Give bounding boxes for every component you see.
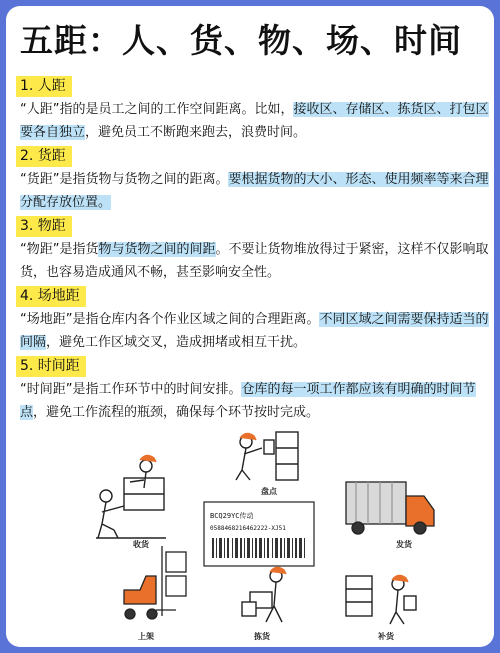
section-items	[16, 214, 494, 284]
section-text	[16, 238, 494, 284]
text-tail: ，避免员工不断跑来跑去，浪费时间。	[85, 125, 307, 140]
text-tail: 。不要让货物堆放得过于紧密，这样不仅影响取货，也容易造成通风不畅，甚至影响安全性。	[20, 242, 489, 280]
text-highlight: 仓库的每一项工作都应该有明确的时间节点	[20, 382, 476, 420]
text-highlight: 物与货物之间的间距	[98, 242, 216, 257]
text-highlight: 接收区、存储区、拣货区、打包区要各自独立	[20, 102, 489, 140]
text-highlight: 要根据货物的大小、形态、使用频率等来合理分配存放位置。	[20, 172, 489, 210]
caption-pick: 拣货	[254, 632, 270, 641]
section-text	[16, 308, 494, 354]
label-line1: BCQ29YC传动	[210, 512, 254, 520]
inventory-figure	[236, 432, 298, 480]
text-highlight: 不同区域之间需要保持适当的间隔	[20, 312, 489, 350]
label-line2: 0588468216462222-XJ51	[210, 525, 286, 532]
section-heading: 2. 货距	[16, 146, 72, 167]
warehouse-illustration	[6, 426, 494, 647]
forklift-icon	[124, 546, 186, 619]
truck-icon	[346, 482, 434, 534]
text-plain: “货距”是指货物与货物之间的距离。	[20, 172, 229, 187]
text-tail: ，避免工作区域交叉，造成拥堵或相互干扰。	[46, 335, 307, 350]
section-time	[16, 354, 494, 424]
warehouse-scene-svg	[6, 426, 494, 647]
caption-inventory: 盘点	[261, 487, 277, 496]
section-heading: 5. 时间距	[16, 356, 86, 377]
card	[6, 6, 494, 647]
text-plain: “物距”是指货	[20, 242, 99, 257]
section-text	[16, 378, 494, 424]
section-people	[16, 74, 494, 144]
section-heading: 1. 人距	[16, 76, 72, 97]
caption-replenish: 补货	[378, 632, 394, 641]
page-title: 五距：人、货、物、场、时间	[20, 21, 462, 60]
section-heading: 4. 场地距	[16, 286, 86, 307]
caption-receive: 收货	[133, 540, 149, 549]
text-plain: “时间距”是指工作环节中的时间安排。	[20, 382, 242, 397]
text-tail: ，避免工作流程的瓶颈，确保每个环节按时完成。	[33, 405, 320, 420]
section-site	[16, 284, 494, 354]
pick-figure	[242, 567, 286, 622]
sections	[16, 74, 494, 424]
section-heading: 3. 物距	[16, 216, 72, 237]
caption-ship: 发货	[396, 540, 412, 549]
section-text	[16, 168, 494, 214]
shipping-label	[204, 502, 314, 566]
text-plain: “人距”指的是员工之间的工作空间距离。比如，	[20, 102, 294, 117]
section-goods	[16, 144, 494, 214]
receive-figure	[96, 455, 166, 538]
text-plain: “场地距”是指仓库内各个作业区域之间的合理距离。	[20, 312, 320, 327]
replenish-figure	[346, 575, 416, 624]
section-text	[16, 98, 494, 144]
caption-shelve: 上架	[138, 632, 154, 641]
